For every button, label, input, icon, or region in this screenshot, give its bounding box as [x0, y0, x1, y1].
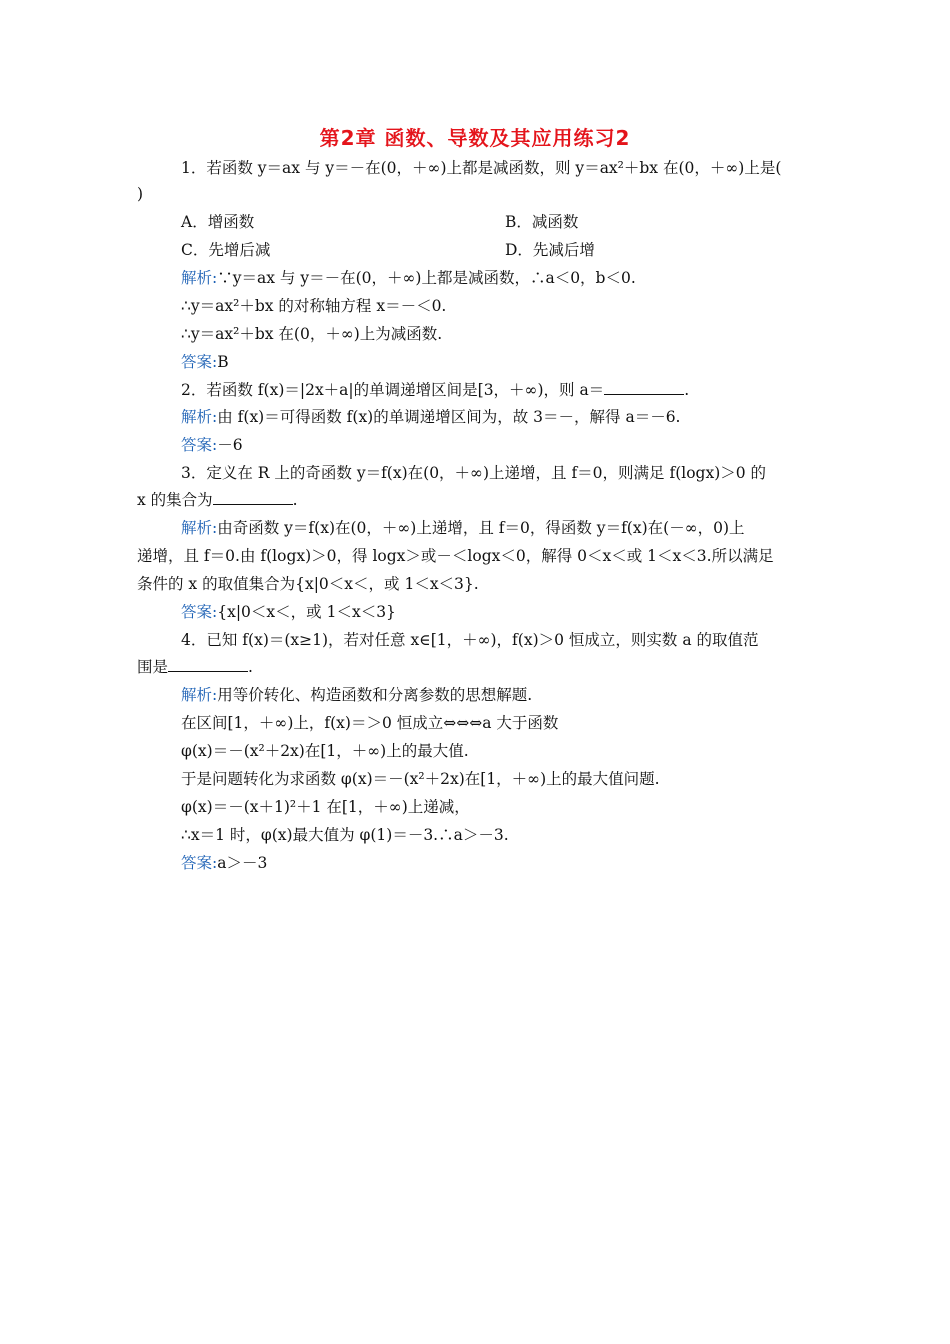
answer-blank	[168, 657, 248, 672]
q1-solution-line-1: 解析:∵y＝ax 与 y＝－在(0，＋∞)上都是减函数，∴a＜0，b＜0.	[181, 269, 636, 287]
answer-label: 答案:	[181, 353, 218, 371]
page-title: 第2章 函数、导数及其应用练习2	[319, 126, 631, 150]
q4-solution-line-2: 在区间[1，＋∞)上，f(x)＝＞0 恒成立⇔⇔⇔a 大于函数	[181, 714, 559, 732]
q4-answer: 答案:a＞－3	[181, 854, 268, 872]
q3-answer: 答案:{x|0＜x＜，或 1＜x＜3}	[181, 603, 396, 621]
answer-label: 答案:	[181, 603, 218, 621]
q4-stem-cont: 围是 .	[137, 658, 253, 676]
q1-stem: 1．若函数 y＝ax 与 y＝－在(0，＋∞)上都是减函数，则 y＝ax²＋bx 在(0，＋∞)上是(	[181, 159, 782, 177]
answer-label: 答案:	[181, 854, 218, 872]
q2-solution-line-1: 解析:由 f(x)＝可得函数 f(x)的单调递增区间为，故 3＝－，解得 a＝－6.	[181, 408, 681, 426]
q1-option-b: B．减函数	[505, 213, 579, 231]
solution-label: 解析:	[181, 519, 218, 537]
q3-solution-line-2: 递增，且 f＝0.由 f(logx)＞0，得 logx＞或－＜logx＜0，解得 0＜x＜或 1＜x＜3.所以满足	[137, 547, 774, 565]
q3-stem: 3．定义在 R 上的奇函数 y＝f(x)在(0，＋∞)上递增，且 f＝0，则满足 f(logx)＞0 的	[181, 464, 767, 482]
q4-solution-line-4: 于是问题转化为求函数 φ(x)＝－(x²＋2x)在[1，＋∞)上的最大值问题.	[181, 770, 660, 788]
q4-solution-line-1: 解析:用等价转化、构造函数和分离参数的思想解题.	[181, 686, 533, 704]
q1-solution-line-2: ∴y＝ax²＋bx 的对称轴方程 x＝－＜0.	[181, 297, 447, 315]
answer-blank	[213, 490, 293, 505]
q4-solution-line-5: φ(x)＝－(x＋1)²＋1 在[1，＋∞)上递减，	[181, 798, 470, 816]
q3-solution-line-3: 条件的 x 的取值集合为{x|0＜x＜，或 1＜x＜3}.	[137, 575, 479, 593]
q4-solution-line-6: ∴x＝1 时，φ(x)最大值为 φ(1)＝－3.∴a＞－3.	[181, 826, 509, 844]
q1-solution-line-3: ∴y＝ax²＋bx 在(0，＋∞)上为减函数.	[181, 325, 443, 343]
q3-solution-line-1: 解析:由奇函数 y＝f(x)在(0，＋∞)上递增，且 f＝0，得函数 y＝f(x)在(－∞，0)上	[181, 519, 745, 537]
q4-solution-line-3: φ(x)＝－(x²＋2x)在[1，＋∞)上的最大值.	[181, 742, 469, 760]
q2-stem: 2．若函数 f(x)＝|2x＋a|的单调递增区间是[3，＋∞)，则 a＝ .	[181, 381, 690, 399]
q1-option-d: D．先减后增	[505, 241, 595, 259]
q1-answer: 答案:B	[181, 353, 229, 371]
q1-stem-cont: )	[137, 185, 144, 203]
q1-option-a: A．增函数	[181, 213, 255, 231]
solution-label: 解析:	[181, 269, 218, 287]
solution-label: 解析:	[181, 686, 218, 704]
answer-blank	[604, 380, 684, 395]
solution-label: 解析:	[181, 408, 218, 426]
q1-option-c: C．先增后减	[181, 241, 271, 259]
answer-label: 答案:	[181, 436, 218, 454]
q4-stem: 4．已知 f(x)＝(x≥1)，若对任意 x∈[1，＋∞)，f(x)＞0 恒成立，则实数 a 的取值范	[181, 631, 759, 649]
q2-answer: 答案:－6	[181, 436, 243, 454]
q3-stem-cont: x 的集合为 .	[137, 491, 298, 509]
